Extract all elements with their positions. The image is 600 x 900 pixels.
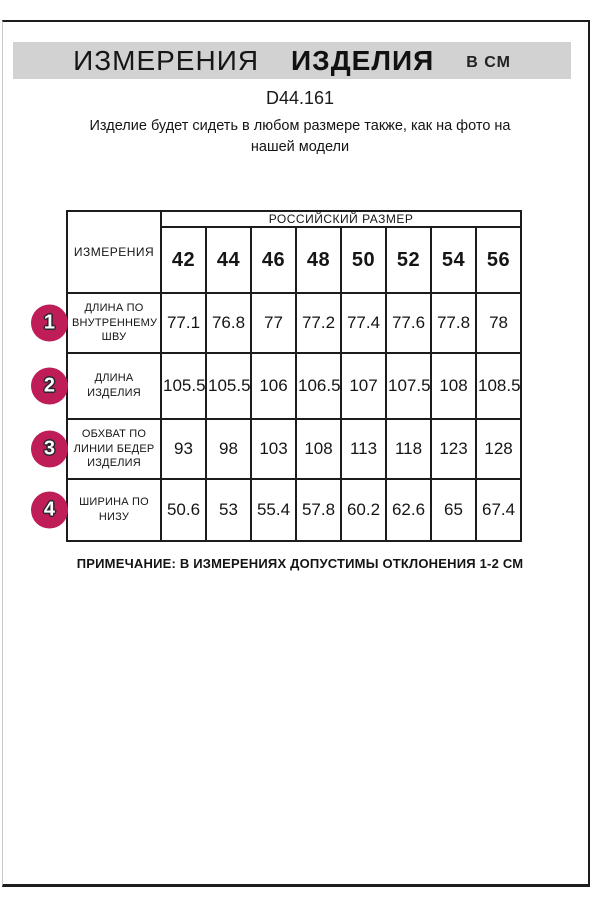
value-cell: 60.2 [341, 479, 386, 541]
value-cell: 76.8 [206, 293, 251, 353]
row-number-badge [31, 431, 68, 468]
group-header: РОССИЙСКИЙ РАЗМЕР [161, 211, 521, 227]
value-cell: 123 [431, 419, 476, 479]
row-label-text: ДЛИНА ПО ВНУТРЕННЕМУ ШВУ [72, 301, 158, 344]
row-label-text: ШИРИНА ПО НИЗУ [79, 496, 149, 523]
value-cell: 77.1 [161, 293, 206, 353]
fit-description-line1: Изделие будет сидеть в любом размере также, как на фото на [89, 118, 511, 134]
value-cell: 53 [206, 479, 251, 541]
tolerance-note: ПРИМЕЧАНИЕ: В ИЗМЕРЕНИЯХ ДОПУСТИМЫ ОТКЛОНЕНИЯ 1-2 СМ [76, 556, 524, 571]
value-cell: 55.4 [251, 479, 296, 541]
table-row [67, 419, 521, 479]
row-label-text: ОБХВАТ ПО ЛИНИИ БЕДЕР ИЗДЕЛИЯ [73, 427, 155, 470]
value-cell: 77.6 [386, 293, 431, 353]
value-cell: 107 [341, 353, 386, 419]
row-number: 2 [43, 374, 56, 397]
model-code: D44.161 [265, 88, 335, 108]
value-cell: 77.4 [341, 293, 386, 353]
row-label-text: ДЛИНА ИЗДЕЛИЯ [87, 372, 141, 399]
value-cell: 62.6 [386, 479, 431, 541]
size-header: 54 [431, 227, 476, 293]
value-cell: 103 [251, 419, 296, 479]
measurements-table-wrap [43, 210, 522, 542]
value-cell: 108.5 [476, 353, 521, 419]
row-number-badge [31, 492, 68, 529]
size-header: 56 [476, 227, 521, 293]
row-label [43, 293, 161, 353]
title-product: ИЗДЕЛИЯ [291, 44, 435, 76]
size-header: 46 [251, 227, 296, 293]
size-header: 50 [341, 227, 386, 293]
row-label [43, 353, 161, 419]
row-label [43, 479, 161, 541]
size-header: 48 [296, 227, 341, 293]
row-number-badge [31, 368, 68, 405]
value-cell: 77 [251, 293, 296, 353]
value-cell: 93 [161, 419, 206, 479]
corner-header: ИЗМЕРЕНИЯ [67, 211, 161, 293]
row-number: 1 [43, 311, 56, 334]
fit-description [50, 116, 550, 158]
value-cell: 118 [386, 419, 431, 479]
size-header: 52 [386, 227, 431, 293]
row-number: 3 [43, 437, 56, 460]
value-cell: 108 [296, 419, 341, 479]
size-header: 42 [161, 227, 206, 293]
value-cell: 106.5 [296, 353, 341, 419]
value-cell: 108 [431, 353, 476, 419]
row-number-badge [31, 305, 68, 342]
value-cell: 105.5 [206, 353, 251, 419]
value-cell: 113 [341, 419, 386, 479]
value-cell: 105.5 [161, 353, 206, 419]
title-measurements: ИЗМЕРЕНИЯ [73, 44, 260, 76]
size-header: 44 [206, 227, 251, 293]
value-cell: 67.4 [476, 479, 521, 541]
value-cell: 98 [206, 419, 251, 479]
value-cell: 50.6 [161, 479, 206, 541]
fit-description-line2: нашей модели [250, 139, 350, 156]
table-row [67, 479, 521, 541]
table-row [67, 293, 521, 353]
value-cell: 57.8 [296, 479, 341, 541]
value-cell: 77.8 [431, 293, 476, 353]
value-cell: 106 [251, 353, 296, 419]
value-cell: 107.5 [386, 353, 431, 419]
row-number: 4 [43, 498, 56, 521]
value-cell: 128 [476, 419, 521, 479]
title-banner [13, 42, 571, 79]
value-cell: 65 [431, 479, 476, 541]
title-unit: В СМ [466, 53, 511, 71]
row-label [43, 419, 161, 479]
table-row [67, 353, 521, 419]
value-cell: 77.2 [296, 293, 341, 353]
value-cell: 78 [476, 293, 521, 353]
measurements-table [43, 210, 522, 542]
